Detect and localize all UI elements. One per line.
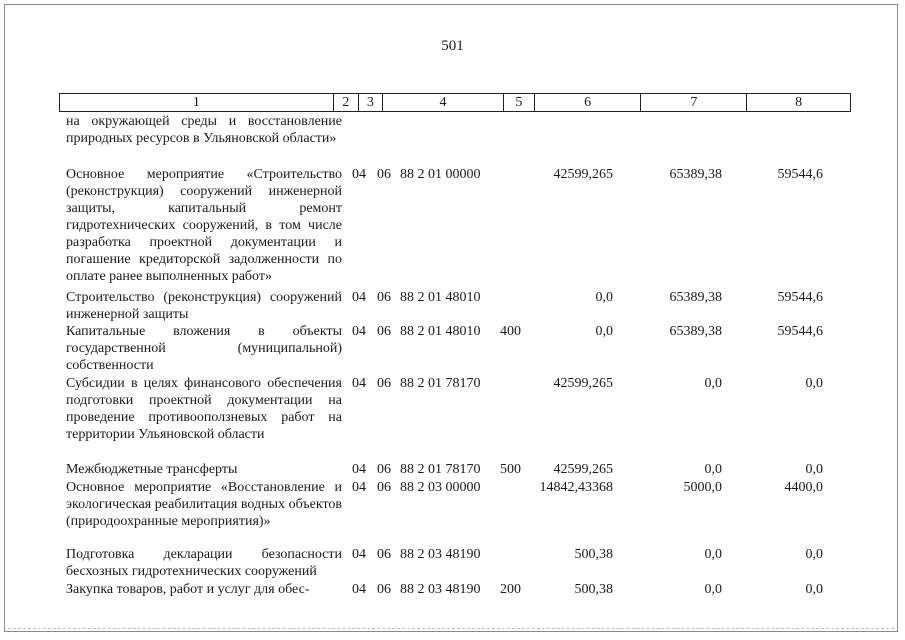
row-vr: 400	[500, 324, 521, 339]
row-csr: 88 2 01 00000	[400, 167, 481, 182]
row-amount-3: 59544,6	[777, 324, 823, 339]
row-amount-1: 42599,265	[553, 376, 613, 391]
row-amount-2: 65389,38	[669, 290, 722, 305]
row-rz: 04	[352, 376, 366, 391]
row-prz: 06	[377, 324, 391, 339]
row-amount-3: 59544,6	[777, 290, 823, 305]
header-col-8: 8	[795, 95, 803, 110]
row-csr: 88 2 01 48010	[400, 324, 481, 339]
row-amount-2: 0,0	[704, 547, 722, 562]
row-amount-2: 0,0	[704, 582, 722, 597]
row-amount-2: 5000,0	[683, 480, 722, 495]
row-name: Основное мероприятие «Восстановление и экологическая реабилитация водных объектов (природоохранные мероприятия)»	[66, 480, 342, 529]
header-col-2: 2	[334, 94, 359, 111]
row-rz: 04	[352, 167, 366, 182]
row-rz: 04	[352, 324, 366, 339]
row-amount-2: 65389,38	[669, 324, 722, 339]
row-amount-1: 500,38	[574, 547, 613, 562]
row-prz: 06	[377, 462, 391, 477]
row-amount-3: 4400,0	[784, 480, 823, 495]
row-name: Основное мероприятие «Строительство (реконструкция) сооружений инженерной защиты, капитальный ремонт гидротехнических сооружений, в том числе разработка проектной документации и погашение кредиторской задолженности по оплате ранее выполненных работ»	[66, 167, 342, 284]
row-csr: 88 2 01 78170	[400, 462, 481, 477]
row-csr: 88 2 03 00000	[400, 480, 481, 495]
row-name: Строительство (реконструкция) сооружений инженерной защиты	[66, 290, 342, 322]
header-col-4: 4	[383, 94, 504, 111]
row-prz: 06	[377, 167, 391, 182]
row-amount-1: 42599,265	[553, 462, 613, 477]
row-name: Капитальные вложения в объекты государственной (муниципальной) собственности	[66, 324, 342, 373]
row-name: Субсидии в целях финансового обеспечения подготовки проектной документации на проведение противооползневых работ на территории Ульяновской области	[66, 376, 342, 442]
row-amount-2: 0,0	[704, 376, 722, 391]
row-amount-3: 0,0	[805, 547, 823, 562]
row-vr: 200	[500, 582, 521, 597]
row-amount-2: 0,0	[704, 462, 722, 477]
row-amount-3: 0,0	[805, 582, 823, 597]
row-csr: 88 2 01 78170	[400, 376, 481, 391]
row-amount-3: 59544,6	[777, 167, 823, 182]
header-col-6: 6	[535, 94, 642, 111]
row-amount-1: 42599,265	[553, 167, 613, 182]
row-csr: 88 2 03 48190	[400, 582, 481, 597]
row-rz: 04	[352, 547, 366, 562]
row-name: Подготовка декларации безопасности бесхозных гидротехнических сооружений	[66, 547, 342, 579]
row-name: Закупка товаров, работ и услуг для обес-	[66, 582, 310, 597]
page-number: 501	[441, 38, 464, 54]
row-prz: 06	[377, 547, 391, 562]
row-prz: 06	[377, 582, 391, 597]
row-name: на окружающей среды и восстановление природных ресурсов в Ульяновской области»	[66, 114, 342, 146]
header-col-3: 3	[359, 94, 383, 111]
row-rz: 04	[352, 480, 366, 495]
header-col-1: 1	[60, 94, 334, 111]
row-rz: 04	[352, 582, 366, 597]
header-col-7: 7	[641, 94, 747, 111]
row-rz: 04	[352, 462, 366, 477]
header-col-5: 5	[504, 94, 535, 111]
row-amount-3: 0,0	[805, 376, 823, 391]
row-name: Межбюджетные трансферты	[66, 462, 238, 477]
row-csr: 88 2 03 48190	[400, 547, 481, 562]
row-csr: 88 2 01 48010	[400, 290, 481, 305]
row-amount-1: 0,0	[595, 324, 613, 339]
row-prz: 06	[377, 376, 391, 391]
row-vr: 500	[500, 462, 521, 477]
row-amount-3: 0,0	[805, 462, 823, 477]
row-prz: 06	[377, 290, 391, 305]
row-amount-2: 65389,38	[669, 167, 722, 182]
row-amount-1: 14842,43368	[539, 480, 613, 495]
row-amount-1: 500,38	[574, 582, 613, 597]
table-header	[59, 93, 851, 112]
row-amount-1: 0,0	[595, 290, 613, 305]
row-rz: 04	[352, 290, 366, 305]
page-bottom-edge	[8, 628, 894, 629]
row-prz: 06	[377, 480, 391, 495]
